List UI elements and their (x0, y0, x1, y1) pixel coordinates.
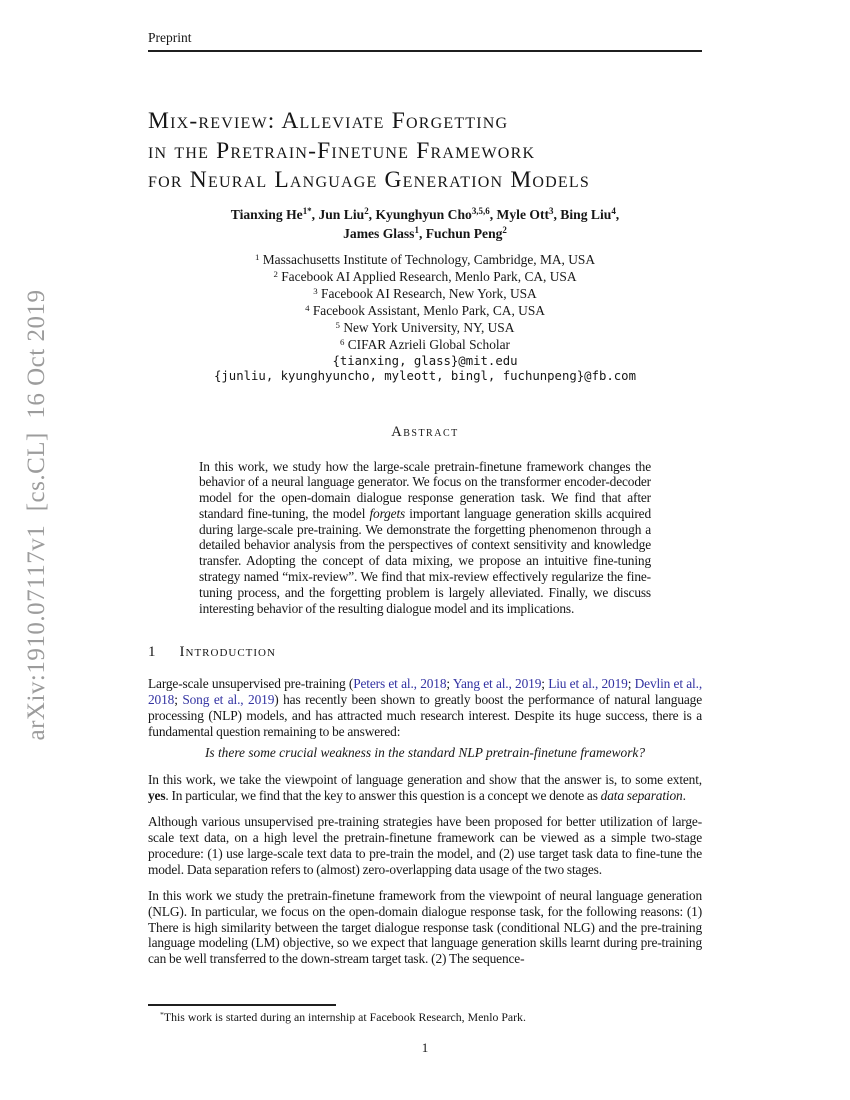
text-segment: 2 (364, 206, 369, 217)
text-segment: Massachusetts Institute of Technology, Cambridge, MA, USA (259, 251, 596, 267)
author-line-2 (148, 225, 702, 244)
text-segment: , (311, 206, 319, 222)
text-segment: James Glass (343, 225, 415, 241)
text-segment: 5 (335, 319, 340, 330)
affiliation-list (148, 252, 702, 354)
affiliation-1 (148, 252, 702, 269)
text-segment: Jun Liu (318, 206, 365, 222)
author-list (148, 206, 702, 244)
email-line-2: {junliu, kyunghyuncho, myleott, bingl, fuchunpeng}@fb.com (214, 369, 636, 383)
text-segment: ; (174, 692, 183, 708)
header-rule (148, 50, 702, 52)
text-segment: important language generation skills acquired during large-scale pre-training. We demonstrate the forgetting phenomenon through a detailed behavior analysis from the perspectives of context sensitivity and knowledge transfer. Adopting the concept of data mixing, we propose an intuitive fine-tuning strategy named “mix-review”. We find that mix-review effectively regularize the fine-tuning process, and the forgetting problem is largely alleviated. Finally, we discuss interesting behavior of the resulting dialogue model and its implications. (199, 505, 651, 616)
text-segment: In this work we study the pretrain-finetune framework from the viewpoint of neural language generation (NLG). In particular, we focus on the open-domain dialogue response task, for the following reasons: (1) There is high similarity between the target dialogue response task (conditional NLG) and the pre-training language modeling (LM) objective, so we expect that language generation skills learnt during pre-training can be well transferred to the down-stream target task. (2) The sequence- (148, 888, 702, 967)
affiliation-3 (148, 286, 702, 303)
intro-paragraph-4 (148, 888, 702, 967)
text-segment: Fuchun Peng (425, 225, 503, 241)
text-segment: Bing Liu (560, 206, 612, 222)
email-block (148, 354, 702, 385)
text-segment: data separation (600, 787, 683, 803)
intro-paragraph-3 (148, 814, 702, 877)
citation-link[interactable]: Song et al., 2019 (182, 692, 275, 708)
text-segment: Kyunghyun Cho (375, 206, 472, 222)
text-segment: 4 (305, 302, 310, 313)
text-segment: Facebook Assistant, Menlo Park, CA, USA (309, 302, 545, 318)
email-line-1: {tianxing, glass}@mit.edu (332, 353, 518, 368)
text-segment: yes (148, 787, 166, 803)
text-segment: New York University, NY, USA (339, 319, 515, 335)
title-line-3: for Neural Language Generation Models (148, 167, 590, 193)
text-segment: 3,5,6 (471, 206, 490, 217)
section-title: Introduction (179, 644, 276, 661)
text-segment: , (489, 206, 497, 222)
intro-question-line: Is there some crucial weakness in the standard NLP pretrain-finetune framework? (204, 745, 646, 761)
text-segment: , (553, 206, 561, 222)
affiliation-6 (148, 337, 702, 354)
text-segment: , (615, 206, 620, 222)
affiliation-5 (148, 320, 702, 337)
footnote-text (148, 1010, 702, 1026)
affiliation-4 (148, 303, 702, 320)
text-segment: ) has recently been shown to greatly boost the performance of natural language processing (NLP) models, and has attracted much research interest. Despite its huge success, there is a fundamental question remaining to be answered: (148, 692, 703, 739)
text-segment: forgets (369, 505, 406, 521)
text-segment: Although various unsupervised pre-training strategies have been proposed for better utilization of large-scale text data, on a high level the pretrain-finetune framework can be viewed as a simple two-stage procedure: (1) use large-scale text data to pre-train the model, and (2) use target task data to fine-tune the model. Data separation refers to (almost) zero-overlapping data usage of the two stages. (148, 814, 702, 877)
intro-paragraph-1 (148, 676, 702, 739)
author-line-1 (148, 206, 702, 225)
running-header: Preprint (148, 30, 192, 45)
title-line-1: Mix-review: Alleviate Forgetting (148, 108, 509, 134)
text-segment: , (368, 206, 376, 222)
text-segment: Facebook AI Research, New York, USA (317, 285, 537, 301)
intro-paragraph-2 (148, 772, 702, 803)
text-segment: In this work, we take the viewpoint of language generation and show that the answer is, to some extent, (148, 771, 702, 787)
text-segment: ; (446, 676, 453, 692)
abstract-heading: Abstract (391, 423, 459, 440)
text-segment: 2 (502, 225, 507, 236)
text-segment: . (682, 787, 686, 803)
text-segment: ; (627, 676, 635, 692)
text-segment: Tianxing He (230, 206, 303, 222)
paper-title (148, 107, 702, 196)
section-heading-introduction (148, 644, 702, 661)
text-segment: Large-scale unsupervised pre-training ( (148, 676, 354, 692)
text-segment: Myle Ott (496, 206, 550, 222)
citation-link[interactable]: Devlin et al., 2018 (148, 676, 703, 708)
text-segment: This work is started during an internship at Facebook Research, Menlo Park. (163, 1009, 526, 1024)
text-segment: 3 (313, 285, 318, 296)
text-segment: Facebook AI Applied Research, Menlo Park, CA, USA (277, 268, 577, 284)
title-line-2: in the Pretrain-Finetune Framework (148, 137, 536, 164)
text-segment: . In particular, we find that the key to answer this question is a concept we denote as (165, 787, 601, 803)
page-content (148, 0, 702, 967)
page-number: 1 (421, 1040, 429, 1055)
text-segment: ; (541, 676, 549, 692)
text-segment: * (160, 1010, 164, 1020)
text-segment: 4 (611, 206, 616, 217)
text-segment: 1 (414, 225, 419, 236)
citation-link[interactable]: Peters et al., 2018 (353, 676, 447, 692)
text-segment: In this work, we study how the large-scale pretrain-finetune framework changes the behavior of a neural language generator. We focus on the transformer encoder-decoder model for the open-domain dialogue response generation task. We find that after standard fine-tuning, the model (199, 458, 651, 521)
text-segment: 3 (549, 206, 554, 217)
citation-link[interactable]: Yang et al., 2019 (452, 676, 542, 692)
arxiv-watermark: arXiv:1910.07117v1 [cs.CL] 16 Oct 2019 (23, 289, 50, 741)
text-segment: 1* (302, 206, 312, 217)
footnote-rule (148, 1004, 336, 1006)
text-segment: 6 (339, 336, 345, 347)
affiliation-2 (148, 269, 702, 286)
section-number: 1 (148, 644, 156, 661)
footnote-block (148, 1004, 702, 1026)
text-segment: CIFAR Azrieli Global Scholar (344, 336, 511, 352)
text-segment: 1 (254, 251, 260, 262)
text-segment: , (418, 225, 426, 241)
abstract-text (199, 459, 651, 617)
text-segment: 2 (273, 268, 278, 279)
citation-link[interactable]: Liu et al., 2019 (548, 676, 628, 692)
